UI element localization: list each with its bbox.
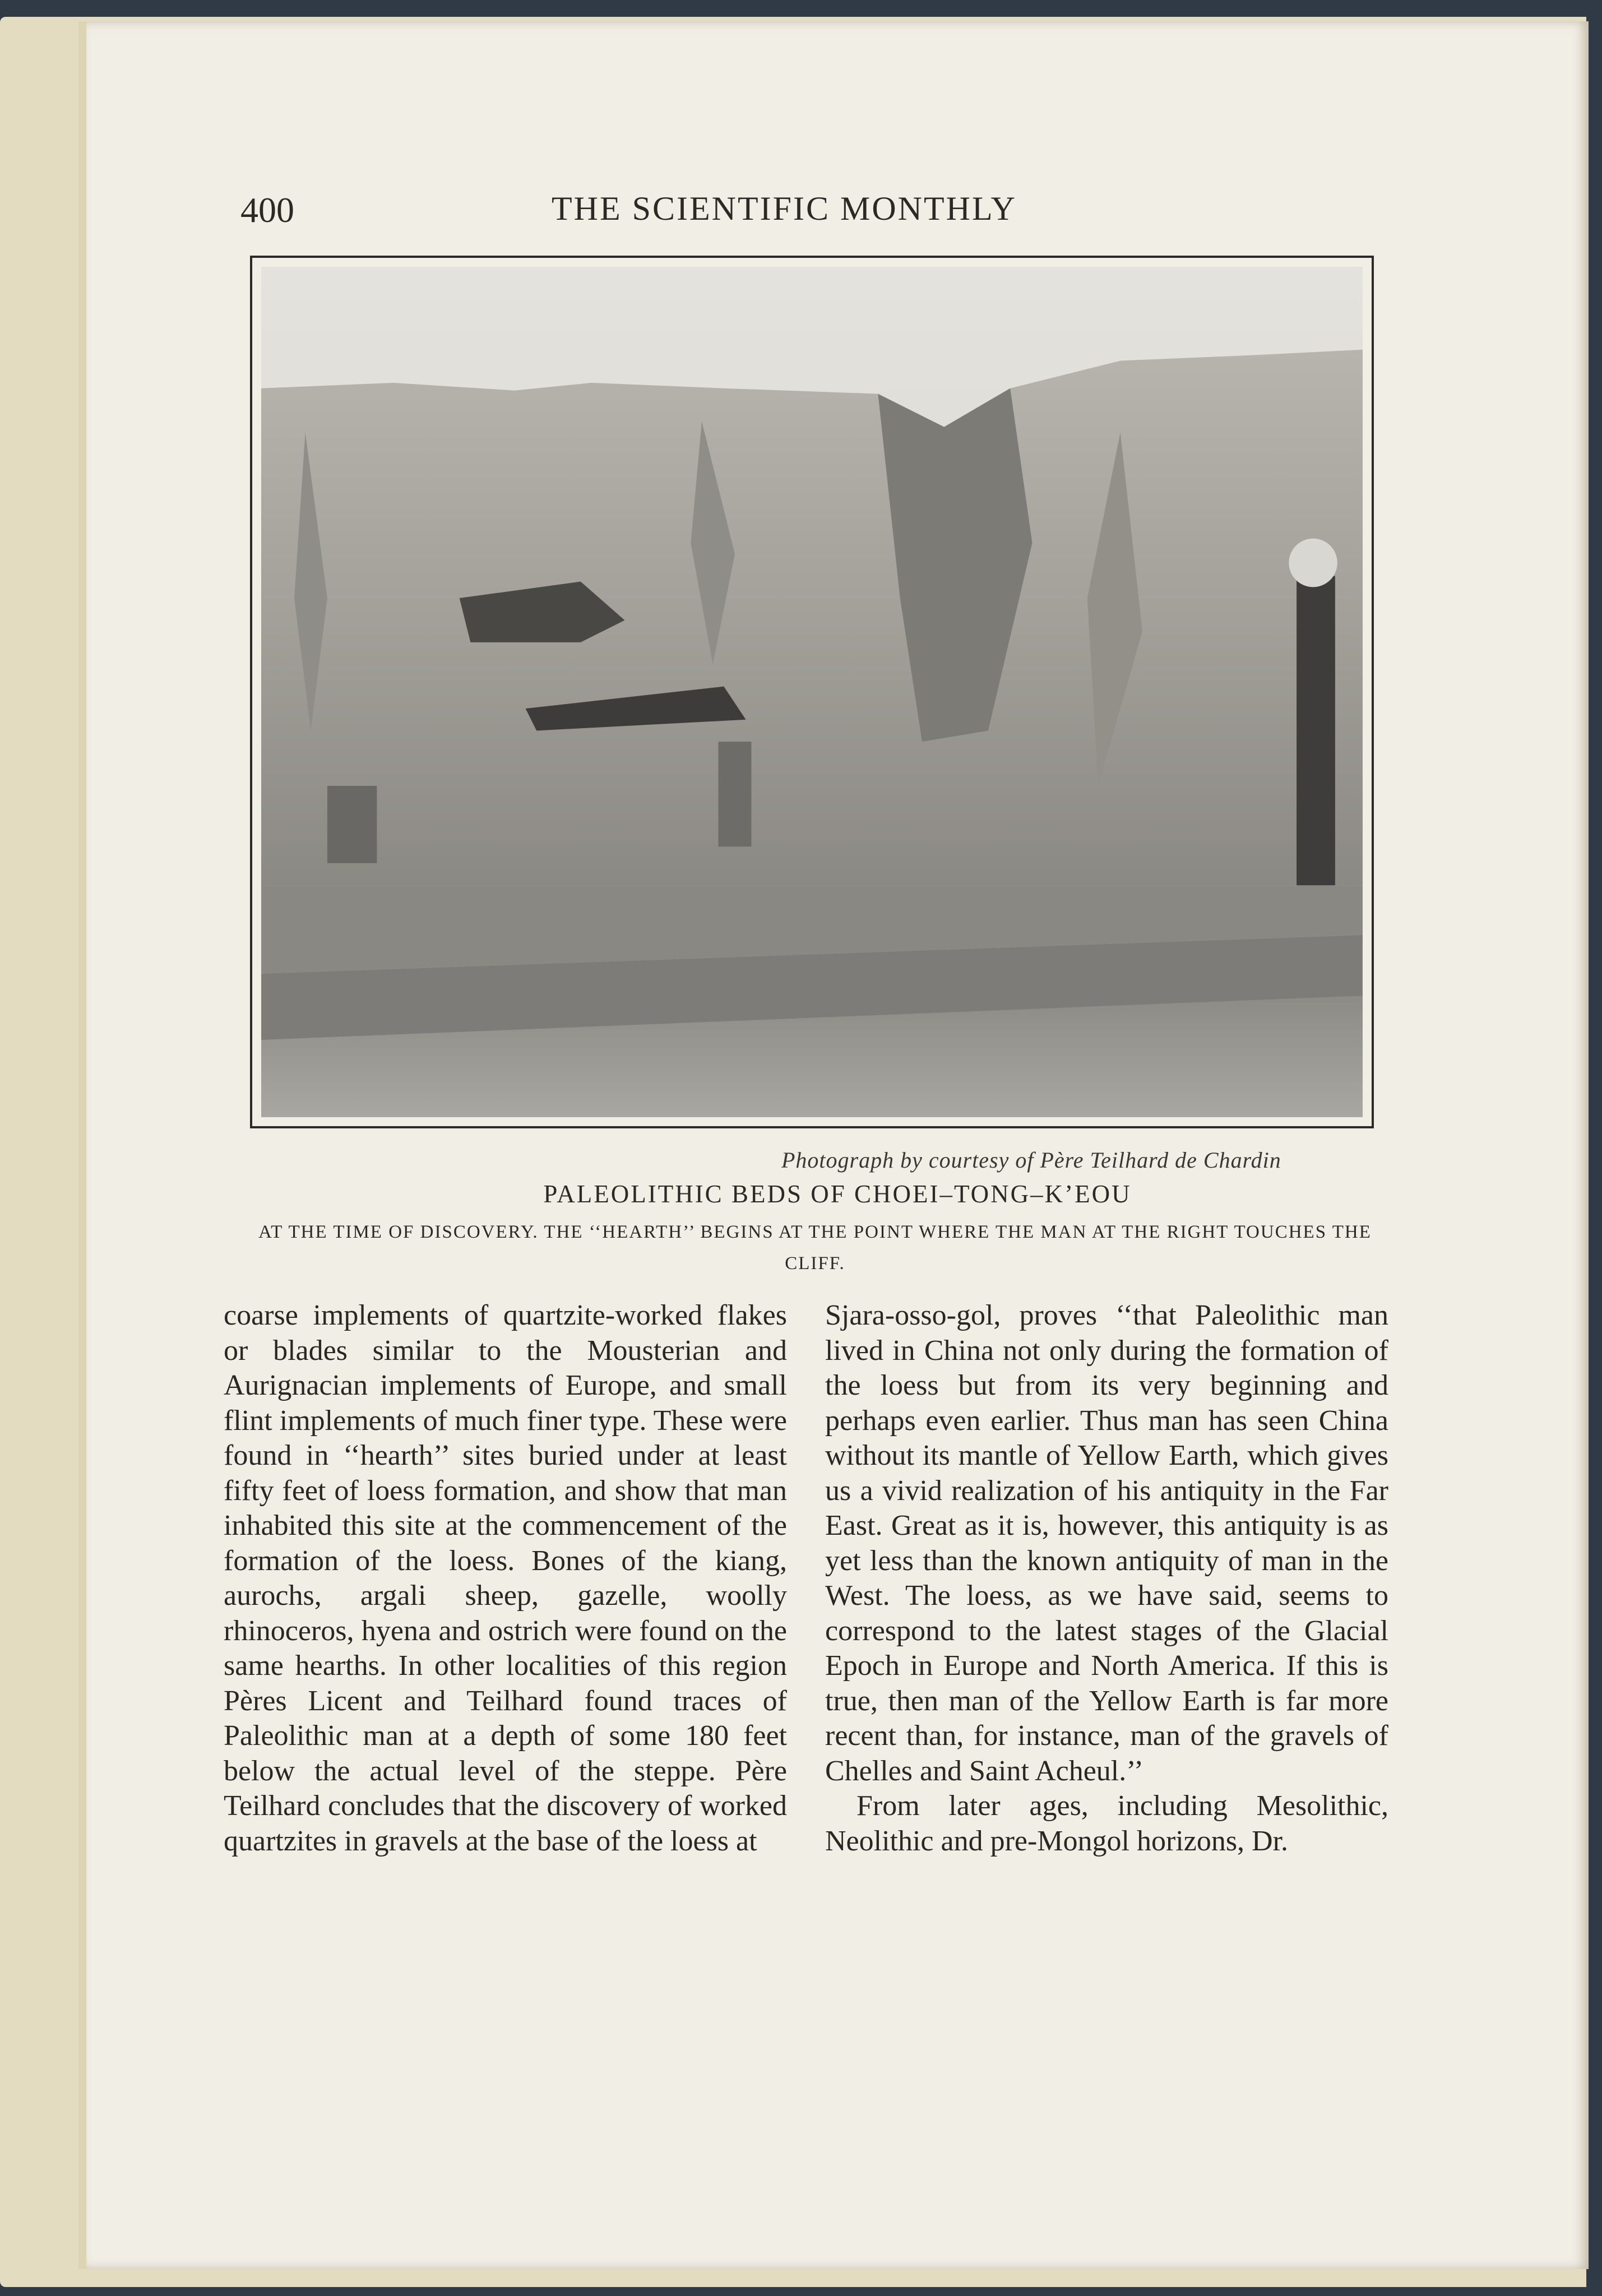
body-column-left (224, 1298, 787, 1859)
body-paragraph: coarse implements of quartzite-worked flakes or blades similar to the Mousterian and Aurignacian implements of Europe, and small flint implements of much finer type. These were found in ‘‘hearth’’ sites buried under at least fifty feet of loess formation, and show that man inhabited this site at the commencement of the formation of the loess. Bones of the kiang, aurochs, argali sheep, gazelle, woolly rhinoceros, hyena and ostrich were found on the same hearths. In other localities of this region Pères Licent and Teilhard found traces of Paleolithic man at a depth of some 180 feet below the actual level of the steppe. Père Teilhard concludes that the discovery of worked quartzites in gravels at the base of the loess at (224, 1299, 787, 1857)
page-number: 400 (240, 190, 294, 230)
body-paragraph: Sjara-osso-gol, proves ‘‘that Paleolithic man lived in China not only during the formation of the loess but from its very beginning and perhaps even earlier. Thus man has seen China without its mantle of Yellow Earth, which gives us a vivid realization of his antiquity in the Far East. Great as it is, however, this antiquity is as yet less than the known antiquity of man in the West. The loess, as we have said, seems to correspond to the latest stages of the Glacial Epoch in Europe and North America. If this is true, then man of the Yellow Earth is far more recent than, for instance, man of the gravels of Chelles and Saint Acheul.’’ (825, 1299, 1388, 1787)
body-column-right (825, 1298, 1388, 1859)
figure-caption-subtitle: AT THE TIME OF DISCOVERY. THE ‘‘HEARTH’’ BEGINS AT THE POINT WHERE THE MAN AT THE RIGHT TOUCHES THE CLIFF. (258, 1222, 1372, 1274)
figure-caption-title: PALEOLITHIC BEDS OF CHOEI–TONG–K’EOU (543, 1180, 1132, 1208)
figure-photograph (250, 256, 1374, 1128)
photo-credit: Photograph by courtesy of Père Teilhard de Chardin (781, 1147, 1281, 1173)
loess-cliff-photo (261, 267, 1363, 1117)
running-title: THE SCIENTIFIC MONTHLY (552, 190, 1017, 227)
document-page (78, 21, 1589, 2269)
body-paragraph: From later ages, including Mesolithic, Neolithic and pre-Mongol horizons, Dr. (825, 1790, 1388, 1857)
page-header (86, 189, 1589, 234)
